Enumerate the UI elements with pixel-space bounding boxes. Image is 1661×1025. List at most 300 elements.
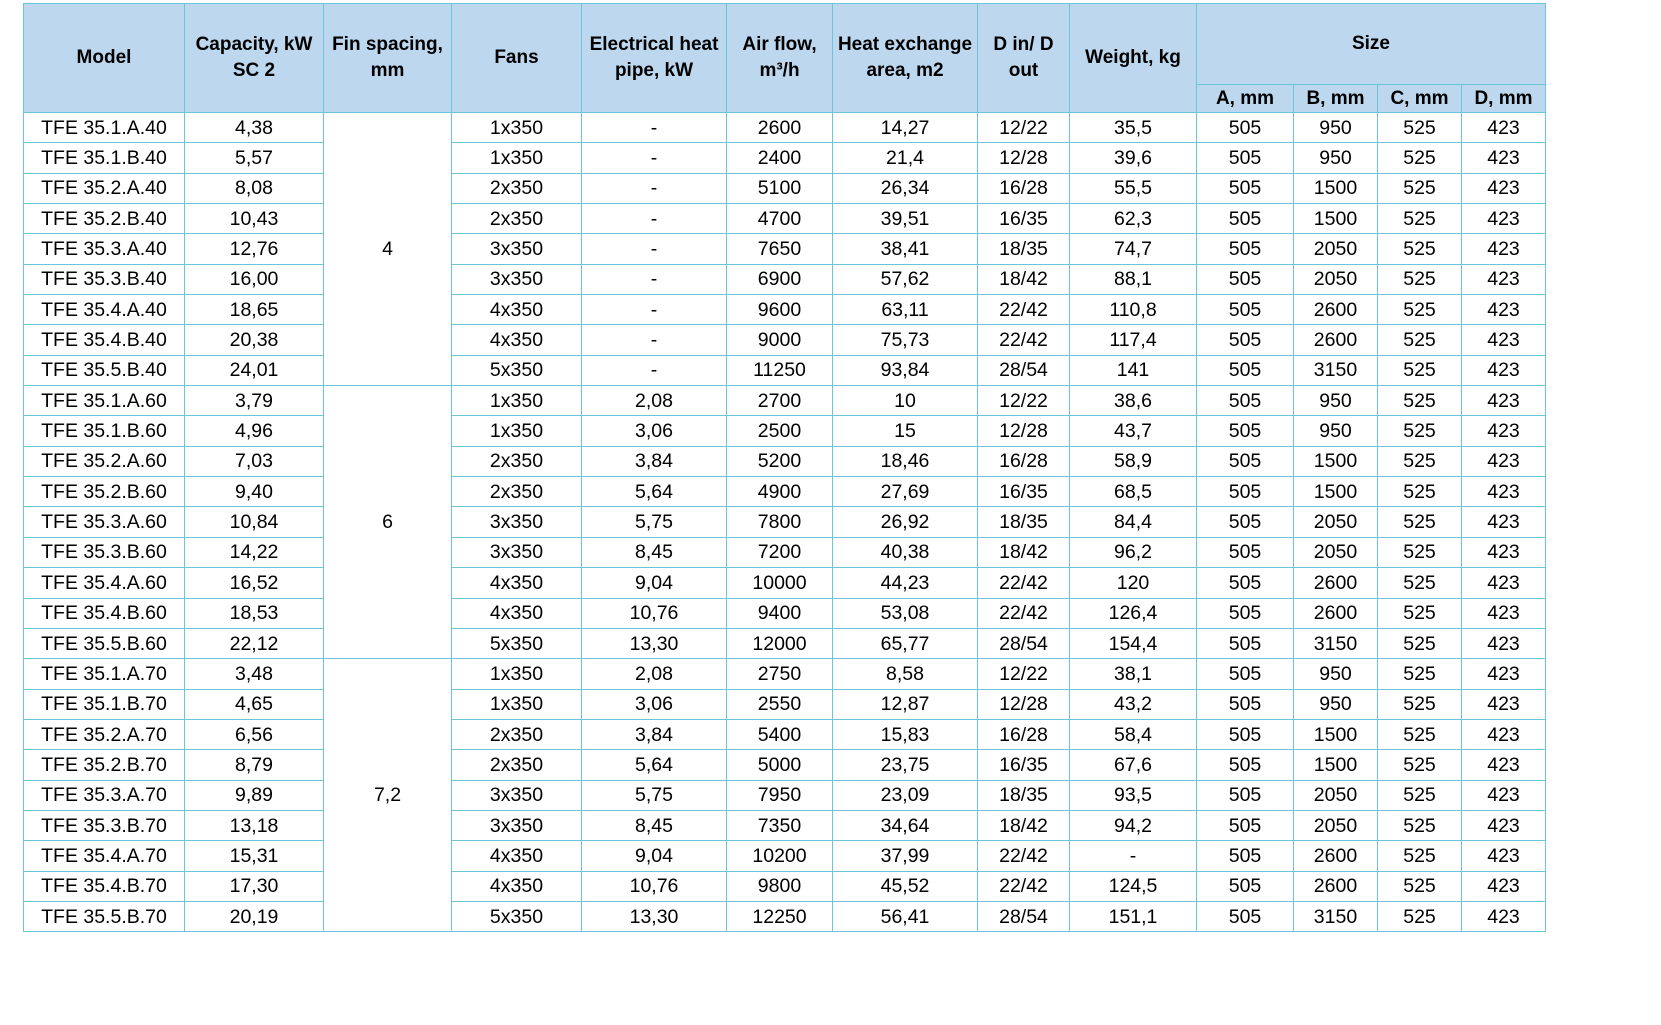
cell-model: TFE 35.4.B.60 [24,598,185,628]
cell-size-a: 505 [1197,659,1294,689]
cell-weight: 141 [1070,355,1197,385]
cell-heater: 5,75 [582,780,727,810]
cell-fans: 5x350 [452,628,582,658]
cell-dinout: 18/35 [978,234,1070,264]
cell-airflow: 4900 [727,477,833,507]
header-electrical-heat-pipe: Electrical heat pipe, kW [582,4,727,113]
cell-size-d: 423 [1462,234,1546,264]
cell-size-a: 505 [1197,113,1294,143]
cell-size-b: 950 [1294,143,1378,173]
cell-capacity: 3,79 [185,386,324,416]
cell-model: TFE 35.2.B.60 [24,477,185,507]
cell-size-c: 525 [1378,113,1462,143]
cell-dinout: 12/28 [978,143,1070,173]
cell-dinout: 16/28 [978,446,1070,476]
cell-size-a: 505 [1197,780,1294,810]
cell-size-a: 505 [1197,901,1294,931]
cell-size-a: 505 [1197,628,1294,658]
cell-capacity: 7,03 [185,446,324,476]
cell-fans: 2x350 [452,204,582,234]
cell-area: 37,99 [833,841,978,871]
cell-airflow: 5000 [727,750,833,780]
cell-area: 12,87 [833,689,978,719]
cell-capacity: 3,48 [185,659,324,689]
cell-weight: 39,6 [1070,143,1197,173]
cell-dinout: 18/35 [978,780,1070,810]
cell-size-d: 423 [1462,780,1546,810]
cell-area: 21,4 [833,143,978,173]
cell-area: 26,92 [833,507,978,537]
cell-size-a: 505 [1197,507,1294,537]
cell-weight: 117,4 [1070,325,1197,355]
cell-area: 56,41 [833,901,978,931]
cell-weight: 93,5 [1070,780,1197,810]
cell-size-b: 1500 [1294,173,1378,203]
cell-size-b: 2600 [1294,871,1378,901]
cell-model: TFE 35.1.B.70 [24,689,185,719]
cell-size-d: 423 [1462,295,1546,325]
cell-size-a: 505 [1197,689,1294,719]
cell-fin-spacing: 6 [324,386,452,659]
cell-heater: - [582,295,727,325]
cell-weight: 55,5 [1070,173,1197,203]
cell-capacity: 16,52 [185,568,324,598]
cell-area: 63,11 [833,295,978,325]
table-row [24,477,1546,507]
cell-area: 23,75 [833,750,978,780]
table-row [24,355,1546,385]
cell-model: TFE 35.5.B.60 [24,628,185,658]
cell-capacity: 5,57 [185,143,324,173]
cell-capacity: 24,01 [185,355,324,385]
cell-heater: 10,76 [582,871,727,901]
cell-size-b: 2600 [1294,295,1378,325]
cell-model: TFE 35.4.A.70 [24,841,185,871]
cell-size-c: 525 [1378,416,1462,446]
header-size-d: D, mm [1462,85,1546,113]
cell-weight: 94,2 [1070,810,1197,840]
cell-capacity: 12,76 [185,234,324,264]
cell-model: TFE 35.4.B.70 [24,871,185,901]
table-row [24,113,1546,143]
cell-model: TFE 35.3.B.70 [24,810,185,840]
cell-size-d: 423 [1462,689,1546,719]
cell-heater: 2,08 [582,659,727,689]
cell-dinout: 22/42 [978,295,1070,325]
cell-size-b: 3150 [1294,355,1378,385]
cell-size-b: 1500 [1294,719,1378,749]
specifications-table [23,3,1546,932]
cell-model: TFE 35.1.B.40 [24,143,185,173]
cell-capacity: 20,38 [185,325,324,355]
cell-fans: 3x350 [452,234,582,264]
cell-capacity: 17,30 [185,871,324,901]
table-row [24,507,1546,537]
cell-heater: - [582,143,727,173]
cell-capacity: 6,56 [185,719,324,749]
cell-airflow: 7200 [727,537,833,567]
cell-size-b: 2050 [1294,810,1378,840]
cell-dinout: 16/35 [978,750,1070,780]
cell-area: 18,46 [833,446,978,476]
table-row [24,871,1546,901]
cell-weight: 68,5 [1070,477,1197,507]
cell-size-c: 525 [1378,659,1462,689]
cell-fans: 3x350 [452,537,582,567]
cell-area: 10 [833,386,978,416]
cell-model: TFE 35.3.B.60 [24,537,185,567]
cell-size-c: 525 [1378,901,1462,931]
cell-heater: 5,64 [582,750,727,780]
cell-fin-spacing: 4 [324,113,452,386]
cell-size-c: 525 [1378,143,1462,173]
cell-dinout: 18/42 [978,810,1070,840]
cell-size-b: 1500 [1294,750,1378,780]
cell-size-a: 505 [1197,325,1294,355]
cell-size-d: 423 [1462,810,1546,840]
cell-fans: 4x350 [452,295,582,325]
cell-fans: 1x350 [452,386,582,416]
cell-size-d: 423 [1462,719,1546,749]
cell-fans: 2x350 [452,173,582,203]
cell-area: 15,83 [833,719,978,749]
cell-fans: 5x350 [452,901,582,931]
cell-area: 93,84 [833,355,978,385]
cell-fans: 2x350 [452,477,582,507]
table-row [24,173,1546,203]
cell-size-b: 2050 [1294,780,1378,810]
cell-dinout: 12/22 [978,113,1070,143]
cell-heater: 13,30 [582,628,727,658]
cell-size-d: 423 [1462,750,1546,780]
cell-size-c: 525 [1378,355,1462,385]
cell-heater: 8,45 [582,537,727,567]
cell-weight: 62,3 [1070,204,1197,234]
cell-size-a: 505 [1197,750,1294,780]
table-row [24,295,1546,325]
cell-size-d: 423 [1462,173,1546,203]
cell-size-a: 505 [1197,143,1294,173]
cell-size-a: 505 [1197,355,1294,385]
cell-airflow: 2600 [727,113,833,143]
cell-airflow: 10200 [727,841,833,871]
cell-size-d: 423 [1462,568,1546,598]
cell-fans: 1x350 [452,659,582,689]
cell-airflow: 5200 [727,446,833,476]
table-row [24,750,1546,780]
cell-capacity: 18,65 [185,295,324,325]
cell-size-c: 525 [1378,841,1462,871]
cell-model: TFE 35.1.B.60 [24,416,185,446]
cell-airflow: 7950 [727,780,833,810]
table-row [24,386,1546,416]
cell-model: TFE 35.2.B.40 [24,204,185,234]
cell-area: 65,77 [833,628,978,658]
cell-weight: 67,6 [1070,750,1197,780]
cell-size-d: 423 [1462,264,1546,294]
cell-area: 8,58 [833,659,978,689]
cell-heater: 3,06 [582,416,727,446]
cell-heater: 3,06 [582,689,727,719]
cell-fans: 3x350 [452,264,582,294]
cell-area: 15 [833,416,978,446]
cell-size-d: 423 [1462,871,1546,901]
cell-weight: 84,4 [1070,507,1197,537]
cell-airflow: 7350 [727,810,833,840]
cell-weight: 154,4 [1070,628,1197,658]
table-row [24,234,1546,264]
cell-heater: 5,75 [582,507,727,537]
cell-heater: - [582,204,727,234]
cell-capacity: 4,38 [185,113,324,143]
cell-dinout: 16/28 [978,173,1070,203]
table-row [24,659,1546,689]
cell-model: TFE 35.3.B.40 [24,264,185,294]
cell-airflow: 5400 [727,719,833,749]
cell-area: 14,27 [833,113,978,143]
cell-weight: 43,7 [1070,416,1197,446]
cell-area: 27,69 [833,477,978,507]
cell-weight: 88,1 [1070,264,1197,294]
cell-fans: 4x350 [452,325,582,355]
cell-dinout: 28/54 [978,901,1070,931]
cell-size-d: 423 [1462,841,1546,871]
cell-capacity: 22,12 [185,628,324,658]
cell-dinout: 16/28 [978,719,1070,749]
cell-size-a: 505 [1197,568,1294,598]
table-body [24,113,1546,932]
cell-size-c: 525 [1378,628,1462,658]
table-row [24,143,1546,173]
cell-capacity: 4,96 [185,416,324,446]
cell-model: TFE 35.3.A.70 [24,780,185,810]
header-size: Size [1197,4,1546,85]
cell-airflow: 9400 [727,598,833,628]
cell-dinout: 12/22 [978,386,1070,416]
header-size-c: C, mm [1378,85,1462,113]
cell-dinout: 28/54 [978,628,1070,658]
cell-airflow: 2550 [727,689,833,719]
cell-area: 44,23 [833,568,978,598]
cell-weight: 38,6 [1070,386,1197,416]
cell-capacity: 10,43 [185,204,324,234]
cell-fans: 2x350 [452,446,582,476]
cell-size-a: 505 [1197,204,1294,234]
header-fin-spacing: Fin spacing, mm [324,4,452,113]
cell-dinout: 18/35 [978,507,1070,537]
cell-dinout: 22/42 [978,325,1070,355]
cell-size-c: 525 [1378,810,1462,840]
cell-size-b: 2600 [1294,325,1378,355]
cell-size-a: 505 [1197,810,1294,840]
cell-capacity: 9,89 [185,780,324,810]
cell-capacity: 9,40 [185,477,324,507]
table-row [24,628,1546,658]
cell-size-c: 525 [1378,477,1462,507]
cell-dinout: 28/54 [978,355,1070,385]
cell-size-c: 525 [1378,234,1462,264]
cell-size-a: 505 [1197,841,1294,871]
table-row [24,325,1546,355]
cell-airflow: 2700 [727,386,833,416]
cell-size-b: 950 [1294,416,1378,446]
cell-area: 26,34 [833,173,978,203]
cell-weight: 35,5 [1070,113,1197,143]
cell-airflow: 10000 [727,568,833,598]
table-row [24,719,1546,749]
cell-size-d: 423 [1462,143,1546,173]
header-capacity: Capacity, kW SC 2 [185,4,324,113]
cell-airflow: 4700 [727,204,833,234]
cell-weight: 124,5 [1070,871,1197,901]
cell-size-c: 525 [1378,386,1462,416]
cell-area: 34,64 [833,810,978,840]
cell-size-b: 2050 [1294,537,1378,567]
cell-size-b: 2600 [1294,598,1378,628]
cell-area: 53,08 [833,598,978,628]
cell-size-b: 3150 [1294,628,1378,658]
cell-size-c: 525 [1378,568,1462,598]
cell-size-b: 2050 [1294,234,1378,264]
cell-size-b: 1500 [1294,204,1378,234]
cell-size-a: 505 [1197,264,1294,294]
cell-fans: 4x350 [452,871,582,901]
cell-airflow: 2750 [727,659,833,689]
cell-size-c: 525 [1378,446,1462,476]
cell-fans: 4x350 [452,568,582,598]
cell-dinout: 12/28 [978,416,1070,446]
cell-airflow: 12000 [727,628,833,658]
cell-fans: 3x350 [452,810,582,840]
cell-size-c: 525 [1378,780,1462,810]
cell-heater: 13,30 [582,901,727,931]
header-size-a: A, mm [1197,85,1294,113]
cell-heater: - [582,113,727,143]
table-row [24,204,1546,234]
cell-size-a: 505 [1197,173,1294,203]
cell-heater: - [582,355,727,385]
header-weight: Weight, kg [1070,4,1197,113]
table-row [24,537,1546,567]
cell-capacity: 13,18 [185,810,324,840]
cell-size-c: 525 [1378,537,1462,567]
table-row [24,810,1546,840]
cell-airflow: 7650 [727,234,833,264]
cell-size-a: 505 [1197,295,1294,325]
cell-heater: 8,45 [582,810,727,840]
cell-size-b: 1500 [1294,477,1378,507]
cell-heater: 3,84 [582,719,727,749]
header-heat-exchange-area: Heat exchange area, m2 [833,4,978,113]
cell-capacity: 14,22 [185,537,324,567]
cell-size-b: 2050 [1294,264,1378,294]
cell-size-a: 505 [1197,477,1294,507]
table-row [24,689,1546,719]
cell-weight: 120 [1070,568,1197,598]
cell-fans: 4x350 [452,841,582,871]
cell-fans: 4x350 [452,598,582,628]
cell-airflow: 6900 [727,264,833,294]
table-row [24,416,1546,446]
cell-dinout: 22/42 [978,871,1070,901]
cell-model: TFE 35.5.B.40 [24,355,185,385]
cell-dinout: 22/42 [978,841,1070,871]
cell-size-d: 423 [1462,113,1546,143]
cell-area: 39,51 [833,204,978,234]
cell-area: 75,73 [833,325,978,355]
cell-airflow: 12250 [727,901,833,931]
cell-size-d: 423 [1462,416,1546,446]
cell-weight: 126,4 [1070,598,1197,628]
cell-model: TFE 35.5.B.70 [24,901,185,931]
cell-size-b: 1500 [1294,446,1378,476]
cell-dinout: 18/42 [978,264,1070,294]
cell-capacity: 8,08 [185,173,324,203]
cell-dinout: 12/22 [978,659,1070,689]
cell-capacity: 4,65 [185,689,324,719]
cell-size-a: 505 [1197,871,1294,901]
cell-model: TFE 35.4.A.60 [24,568,185,598]
cell-size-b: 2600 [1294,841,1378,871]
cell-size-c: 525 [1378,173,1462,203]
cell-size-c: 525 [1378,264,1462,294]
cell-capacity: 10,84 [185,507,324,537]
table-header [24,4,1546,113]
cell-size-d: 423 [1462,598,1546,628]
cell-fans: 1x350 [452,416,582,446]
cell-fans: 1x350 [452,143,582,173]
cell-model: TFE 35.1.A.70 [24,659,185,689]
cell-weight: 74,7 [1070,234,1197,264]
cell-size-d: 423 [1462,537,1546,567]
cell-heater: 5,64 [582,477,727,507]
cell-size-b: 2600 [1294,568,1378,598]
cell-heater: - [582,264,727,294]
cell-fans: 5x350 [452,355,582,385]
cell-size-d: 423 [1462,507,1546,537]
cell-size-b: 3150 [1294,901,1378,931]
cell-area: 57,62 [833,264,978,294]
header-air-flow: Air flow, m³/h [727,4,833,113]
cell-area: 38,41 [833,234,978,264]
cell-dinout: 18/42 [978,537,1070,567]
cell-weight: 151,1 [1070,901,1197,931]
cell-size-d: 423 [1462,204,1546,234]
cell-airflow: 9000 [727,325,833,355]
cell-weight: 43,2 [1070,689,1197,719]
cell-airflow: 5100 [727,173,833,203]
cell-airflow: 9600 [727,295,833,325]
cell-size-a: 505 [1197,598,1294,628]
cell-weight: 38,1 [1070,659,1197,689]
cell-capacity: 18,53 [185,598,324,628]
cell-capacity: 8,79 [185,750,324,780]
cell-capacity: 16,00 [185,264,324,294]
cell-model: TFE 35.4.B.40 [24,325,185,355]
cell-size-c: 525 [1378,507,1462,537]
cell-airflow: 7800 [727,507,833,537]
cell-weight: 110,8 [1070,295,1197,325]
cell-model: TFE 35.4.A.40 [24,295,185,325]
spec-table-container [23,3,1546,932]
cell-area: 40,38 [833,537,978,567]
cell-size-d: 423 [1462,628,1546,658]
cell-dinout: 12/28 [978,689,1070,719]
cell-fans: 2x350 [452,750,582,780]
table-row [24,901,1546,931]
cell-size-a: 505 [1197,446,1294,476]
cell-size-b: 950 [1294,113,1378,143]
